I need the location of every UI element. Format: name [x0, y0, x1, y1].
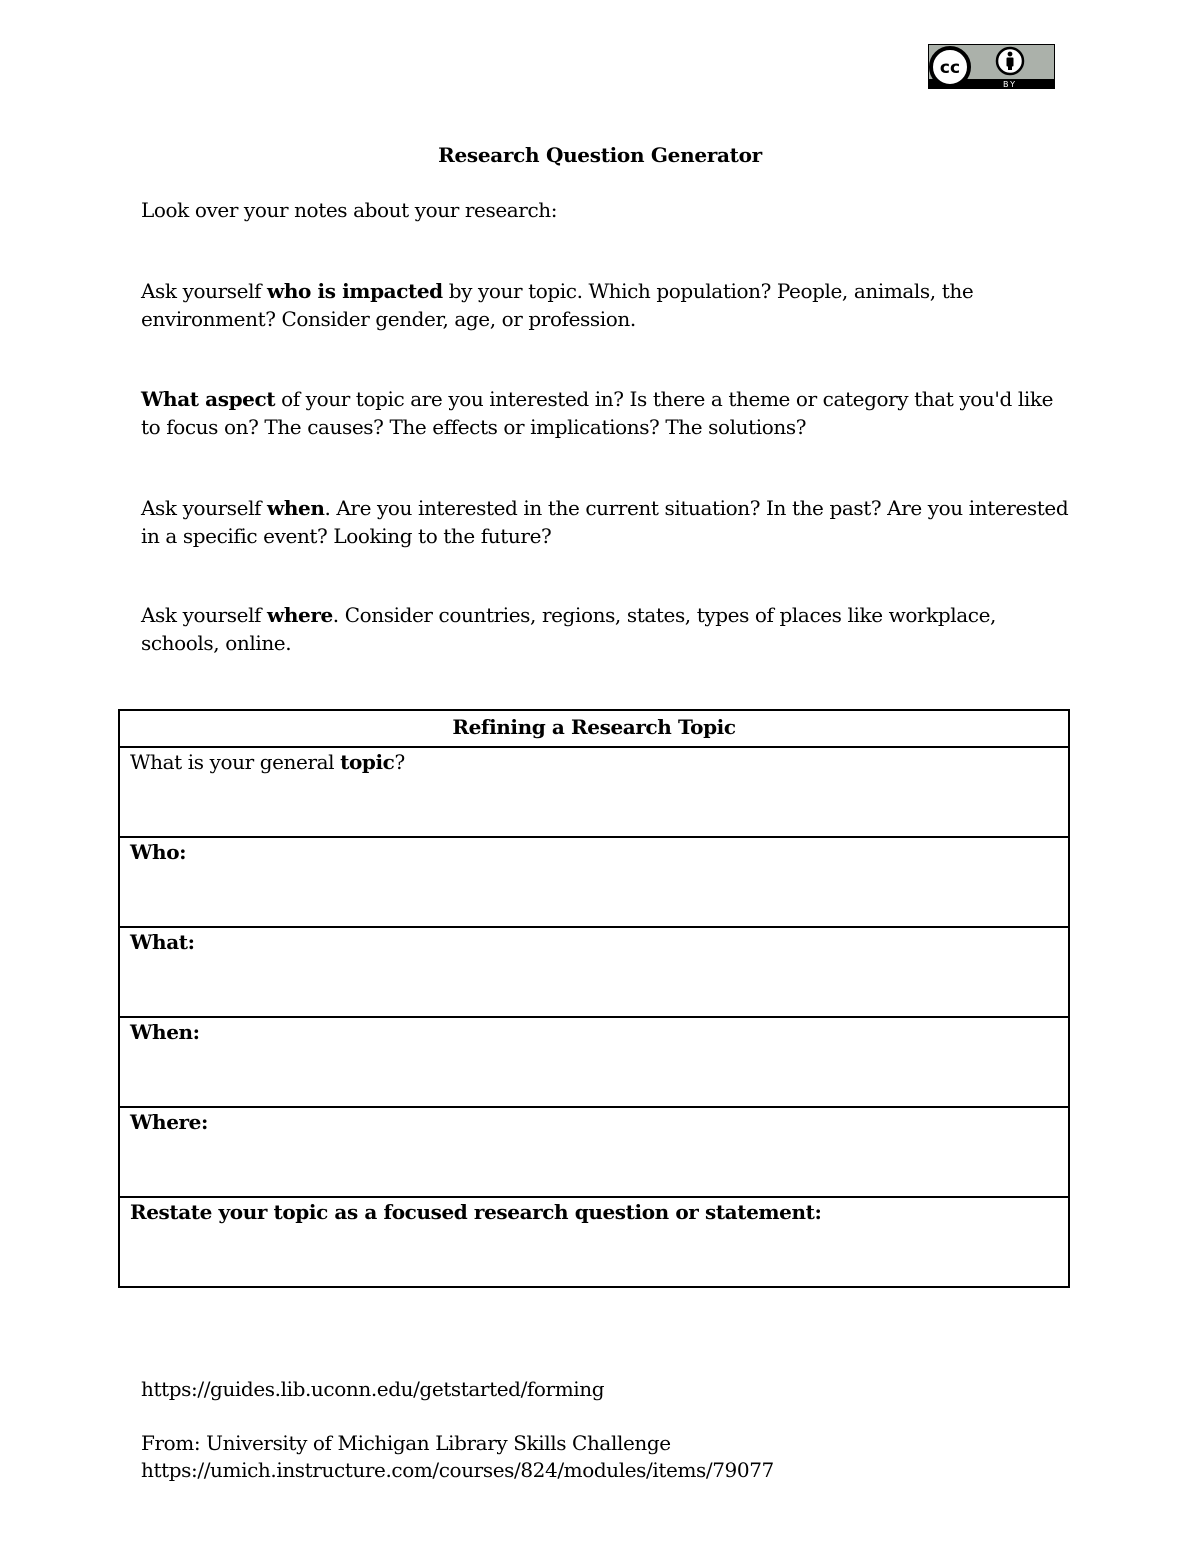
prompt-where	[141, 601, 1071, 657]
restate-label: Restate your topic as a focused research question or statement:	[130, 1200, 822, 1224]
what-row[interactable]	[119, 927, 1069, 1017]
topic-row-bold: topic	[340, 750, 395, 774]
who-label: Who:	[130, 840, 187, 864]
restate-row[interactable]	[119, 1197, 1069, 1287]
prompt-where-post: . Consider countries, regions, states, types of places like workplace, schools, online.	[141, 603, 996, 655]
prompt-who-bold: who is impacted	[267, 279, 443, 303]
umich-link[interactable]: https://umich.instructure.com/courses/824/modules/items/79077	[141, 1458, 774, 1482]
prompt-when-bold: when	[267, 496, 325, 520]
prompt-who	[141, 277, 1071, 333]
prompt-what	[141, 385, 1071, 441]
prompt-what-post: of your topic are you interested in? Is there a theme or category that you'd like to focus on? The causes? The effects or implications? The solutions?	[141, 387, 1054, 439]
intro-text: Look over your notes about your research:	[141, 198, 558, 222]
prompt-who-pre: Ask yourself	[141, 279, 268, 303]
page-title: Research Question Generator	[438, 143, 762, 167]
source-credit: From: University of Michigan Library Skills Challenge	[141, 1431, 671, 1455]
where-label: Where:	[130, 1110, 208, 1134]
table-header: Refining a Research Topic	[119, 710, 1069, 747]
prompt-when-post: . Are you interested in the current situation? In the past? Are you interested in a specific event? Looking to the future?	[141, 496, 1069, 548]
uconn-link[interactable]: https://guides.lib.uconn.edu/getstarted/forming	[141, 1377, 605, 1401]
cc-logo-text: cc	[939, 58, 961, 78]
what-label: What:	[130, 930, 195, 954]
prompt-when	[141, 494, 1071, 550]
prompt-when-pre: Ask yourself	[141, 496, 268, 520]
who-row[interactable]	[119, 837, 1069, 927]
by-label: BY	[1003, 80, 1017, 89]
prompt-who-post: by your topic. Which population? People, animals, the environment? Consider gender, age, or profession.	[141, 279, 974, 331]
prompt-what-bold: What aspect	[141, 387, 276, 411]
topic-row[interactable]	[119, 747, 1069, 837]
cc-by-license-badge	[928, 44, 1055, 89]
where-row[interactable]	[119, 1107, 1069, 1197]
when-label: When:	[130, 1020, 200, 1044]
refining-topic-table	[118, 709, 1070, 1288]
topic-row-post: ?	[394, 750, 405, 774]
topic-row-pre: What is your general	[130, 750, 341, 774]
prompt-where-pre: Ask yourself	[141, 603, 268, 627]
prompt-where-bold: where	[267, 603, 333, 627]
cc-by-icon	[928, 44, 1055, 89]
when-row[interactable]	[119, 1017, 1069, 1107]
